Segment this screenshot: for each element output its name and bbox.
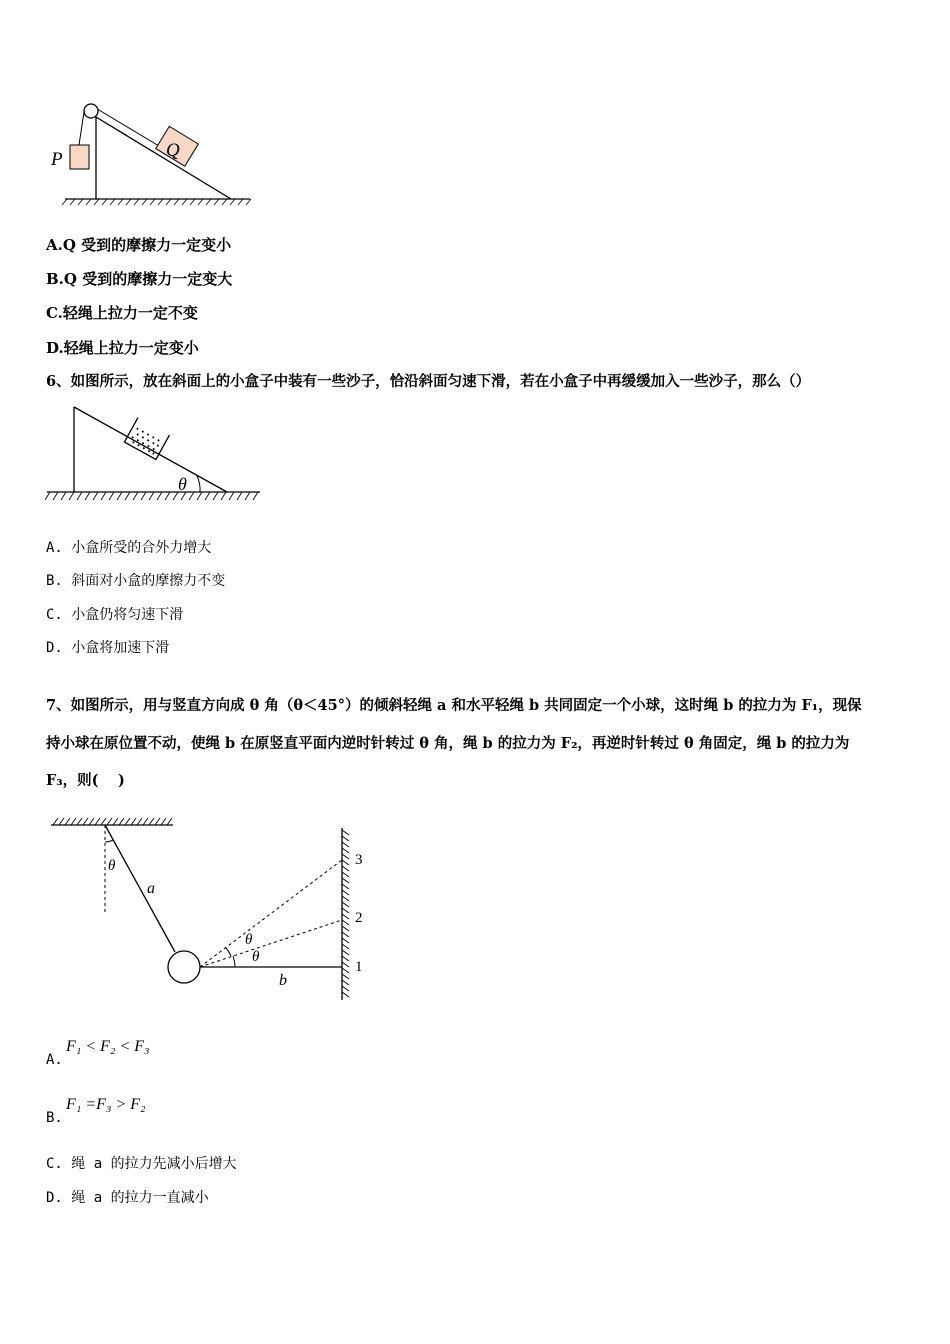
q7-option-c: C. 绳 a 的拉力先减小后增大 bbox=[46, 1156, 237, 1172]
q5-option-a: A.Q 受到的摩擦力一定变小 bbox=[46, 236, 232, 254]
q6-option-b: B. 斜面对小盒的摩擦力不变 bbox=[46, 573, 226, 589]
q5-option-d: D.轻绳上拉力一定变小 bbox=[46, 339, 199, 357]
q5-option-c: C.轻绳上拉力一定不变 bbox=[46, 304, 198, 322]
q7-pos-3: 3 bbox=[355, 852, 363, 868]
q7-rope-a-label: a bbox=[147, 880, 155, 897]
q5-option-b: B.Q 受到的摩擦力一定变大 bbox=[46, 270, 233, 288]
q7-pos-1: 1 bbox=[355, 959, 363, 975]
q5-label-p: P bbox=[51, 149, 63, 170]
q7-theta-2: θ bbox=[245, 932, 253, 948]
q7-option-b-math: F₁ =F₃ > F₂ bbox=[66, 1096, 146, 1113]
q6-stem: 6、如图所示，放在斜面上的小盒子中装有一些沙子，恰沿斜面匀速下滑，若在小盒子中再缓缓加入一些沙子，那么（） bbox=[46, 373, 811, 390]
q7-stem-line-2: 持小球在原位置不动，使绳 b 在原竖直平面内逆时针转过 θ 角，绳 b 的拉力为 F₂，再逆时针转过 θ 角固定，绳 b 的拉力为 bbox=[46, 735, 850, 752]
q7-stem-line-3: F₃，则( ) bbox=[46, 772, 125, 789]
q6-option-a: A. 小盒所受的合外力增大 bbox=[46, 540, 212, 556]
q7-rope-b-label: b bbox=[279, 972, 287, 989]
q7-theta-1: θ bbox=[252, 949, 260, 965]
q5-label-q: Q bbox=[166, 140, 180, 161]
q7-stem-line-1: 7、如图所示，用与竖直方向成 θ 角（θ＜45°）的倾斜轻绳 a 和水平轻绳 b 共同固定一个小球，这时绳 b 的拉力为 F₁，现保 bbox=[46, 697, 862, 714]
q6-figure bbox=[45, 402, 265, 507]
q5-figure bbox=[45, 95, 260, 210]
q7-pos-2: 2 bbox=[355, 910, 363, 926]
q7-option-d: D. 绳 a 的拉力一直减小 bbox=[46, 1190, 209, 1206]
q6-option-c: C. 小盒仍将匀速下滑 bbox=[46, 607, 184, 623]
q7-figure bbox=[45, 810, 375, 1010]
q7-option-b-prefix: B. bbox=[46, 1110, 63, 1126]
q6-angle-label: θ bbox=[178, 474, 187, 494]
q7-theta-top: θ bbox=[108, 858, 116, 874]
q7-option-a-prefix: A. bbox=[46, 1052, 63, 1068]
q7-option-a-math: F₁ < F₂ < F₃ bbox=[66, 1038, 150, 1055]
q6-option-d: D. 小盒将加速下滑 bbox=[46, 640, 170, 656]
